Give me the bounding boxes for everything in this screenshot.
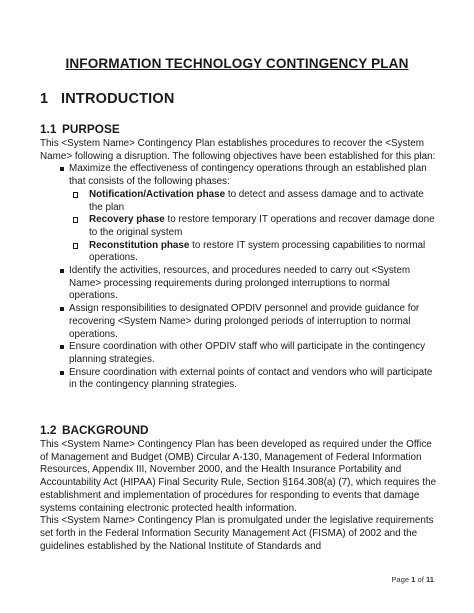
phase-item	[69, 189, 440, 214]
phases-list	[69, 189, 440, 265]
phase-description: to restore IT system processing capabilities to normal operations.	[89, 239, 426, 264]
section-1-title: INTRODUCTION	[61, 91, 175, 107]
phase-item	[69, 240, 440, 265]
phase-description: to detect and assess damage and to activate the plan	[89, 188, 424, 213]
document-title: INFORMATION TECHNOLOGY CONTINGENCY PLAN	[65, 56, 409, 71]
section-1-heading	[40, 91, 175, 107]
objective-item: Identify the activities, resources, and procedures needed to carry out <System Name> processing requirements during prolonged interruptions to normal operations.	[40, 265, 440, 303]
phase-name: Recovery phase	[89, 214, 165, 226]
footer-page-word: Page	[391, 575, 412, 584]
footer-page-total: 11	[425, 575, 434, 584]
section-1-1-heading	[40, 122, 120, 136]
footer-of-word: of	[415, 575, 426, 584]
purpose-body	[40, 138, 440, 392]
objective-item: Ensure coordination with other OPDIV staff who will participate in the contingency planning strategies.	[40, 341, 440, 366]
section-1-1-title: PURPOSE	[62, 122, 120, 136]
section-1-1-number: 1.1	[40, 122, 57, 136]
objective-item: Assign responsibilities to designated OPDIV personnel and provide guidance for recovering <System Name> during prolonged periods of interruption to normal operations.	[40, 303, 440, 341]
phase-name: Notification/Activation phase	[89, 188, 226, 200]
section-1-2-heading	[40, 423, 149, 437]
background-body	[40, 439, 440, 553]
objective-text: Maximize the effectiveness of contingency operations through an established plan that consists of the following phases:	[69, 163, 427, 188]
background-paragraph: This <System Name> Contingency Plan has been developed as required under the Office of Management and Budget (OMB) Circular A-130, Management of Federal Information Resources, Appendix III, November 2000, and the Health Insurance Portability and Accountability Act (HIPAA) Final Security Rule, Section §164.308(a) (7), which requires the establishment and implementation of procedures for responding to events that damage systems containing electronic protected health information.	[40, 439, 437, 514]
footer-page-current: 1	[411, 575, 416, 584]
objectives-list	[40, 163, 440, 392]
phase-name: Reconstitution phase	[89, 239, 190, 251]
section-1-number: 1	[40, 91, 49, 107]
phase-item	[69, 214, 440, 239]
page-footer	[391, 575, 434, 584]
objective-item	[40, 163, 440, 265]
section-1-2-title: BACKGROUND	[62, 423, 149, 437]
purpose-intro: This <System Name> Contingency Plan establishes procedures to recover the <System Name> following a disruption. The following objectives have been established for this plan:	[40, 138, 436, 162]
objective-item: Ensure coordination with external points of contact and vendors who will participate in the contingency planning strategies.	[40, 367, 440, 392]
section-1-2-number: 1.2	[40, 423, 57, 437]
phase-description: to restore temporary IT operations and recover damage done to the original system	[89, 214, 435, 238]
background-paragraph: This <System Name> Contingency Plan is promulgated under the legislative requirements set forth in the Federal Information Security Management Act (FISMA) of 2002 and the guidelines established by the National Institute of Standards and	[40, 515, 434, 552]
